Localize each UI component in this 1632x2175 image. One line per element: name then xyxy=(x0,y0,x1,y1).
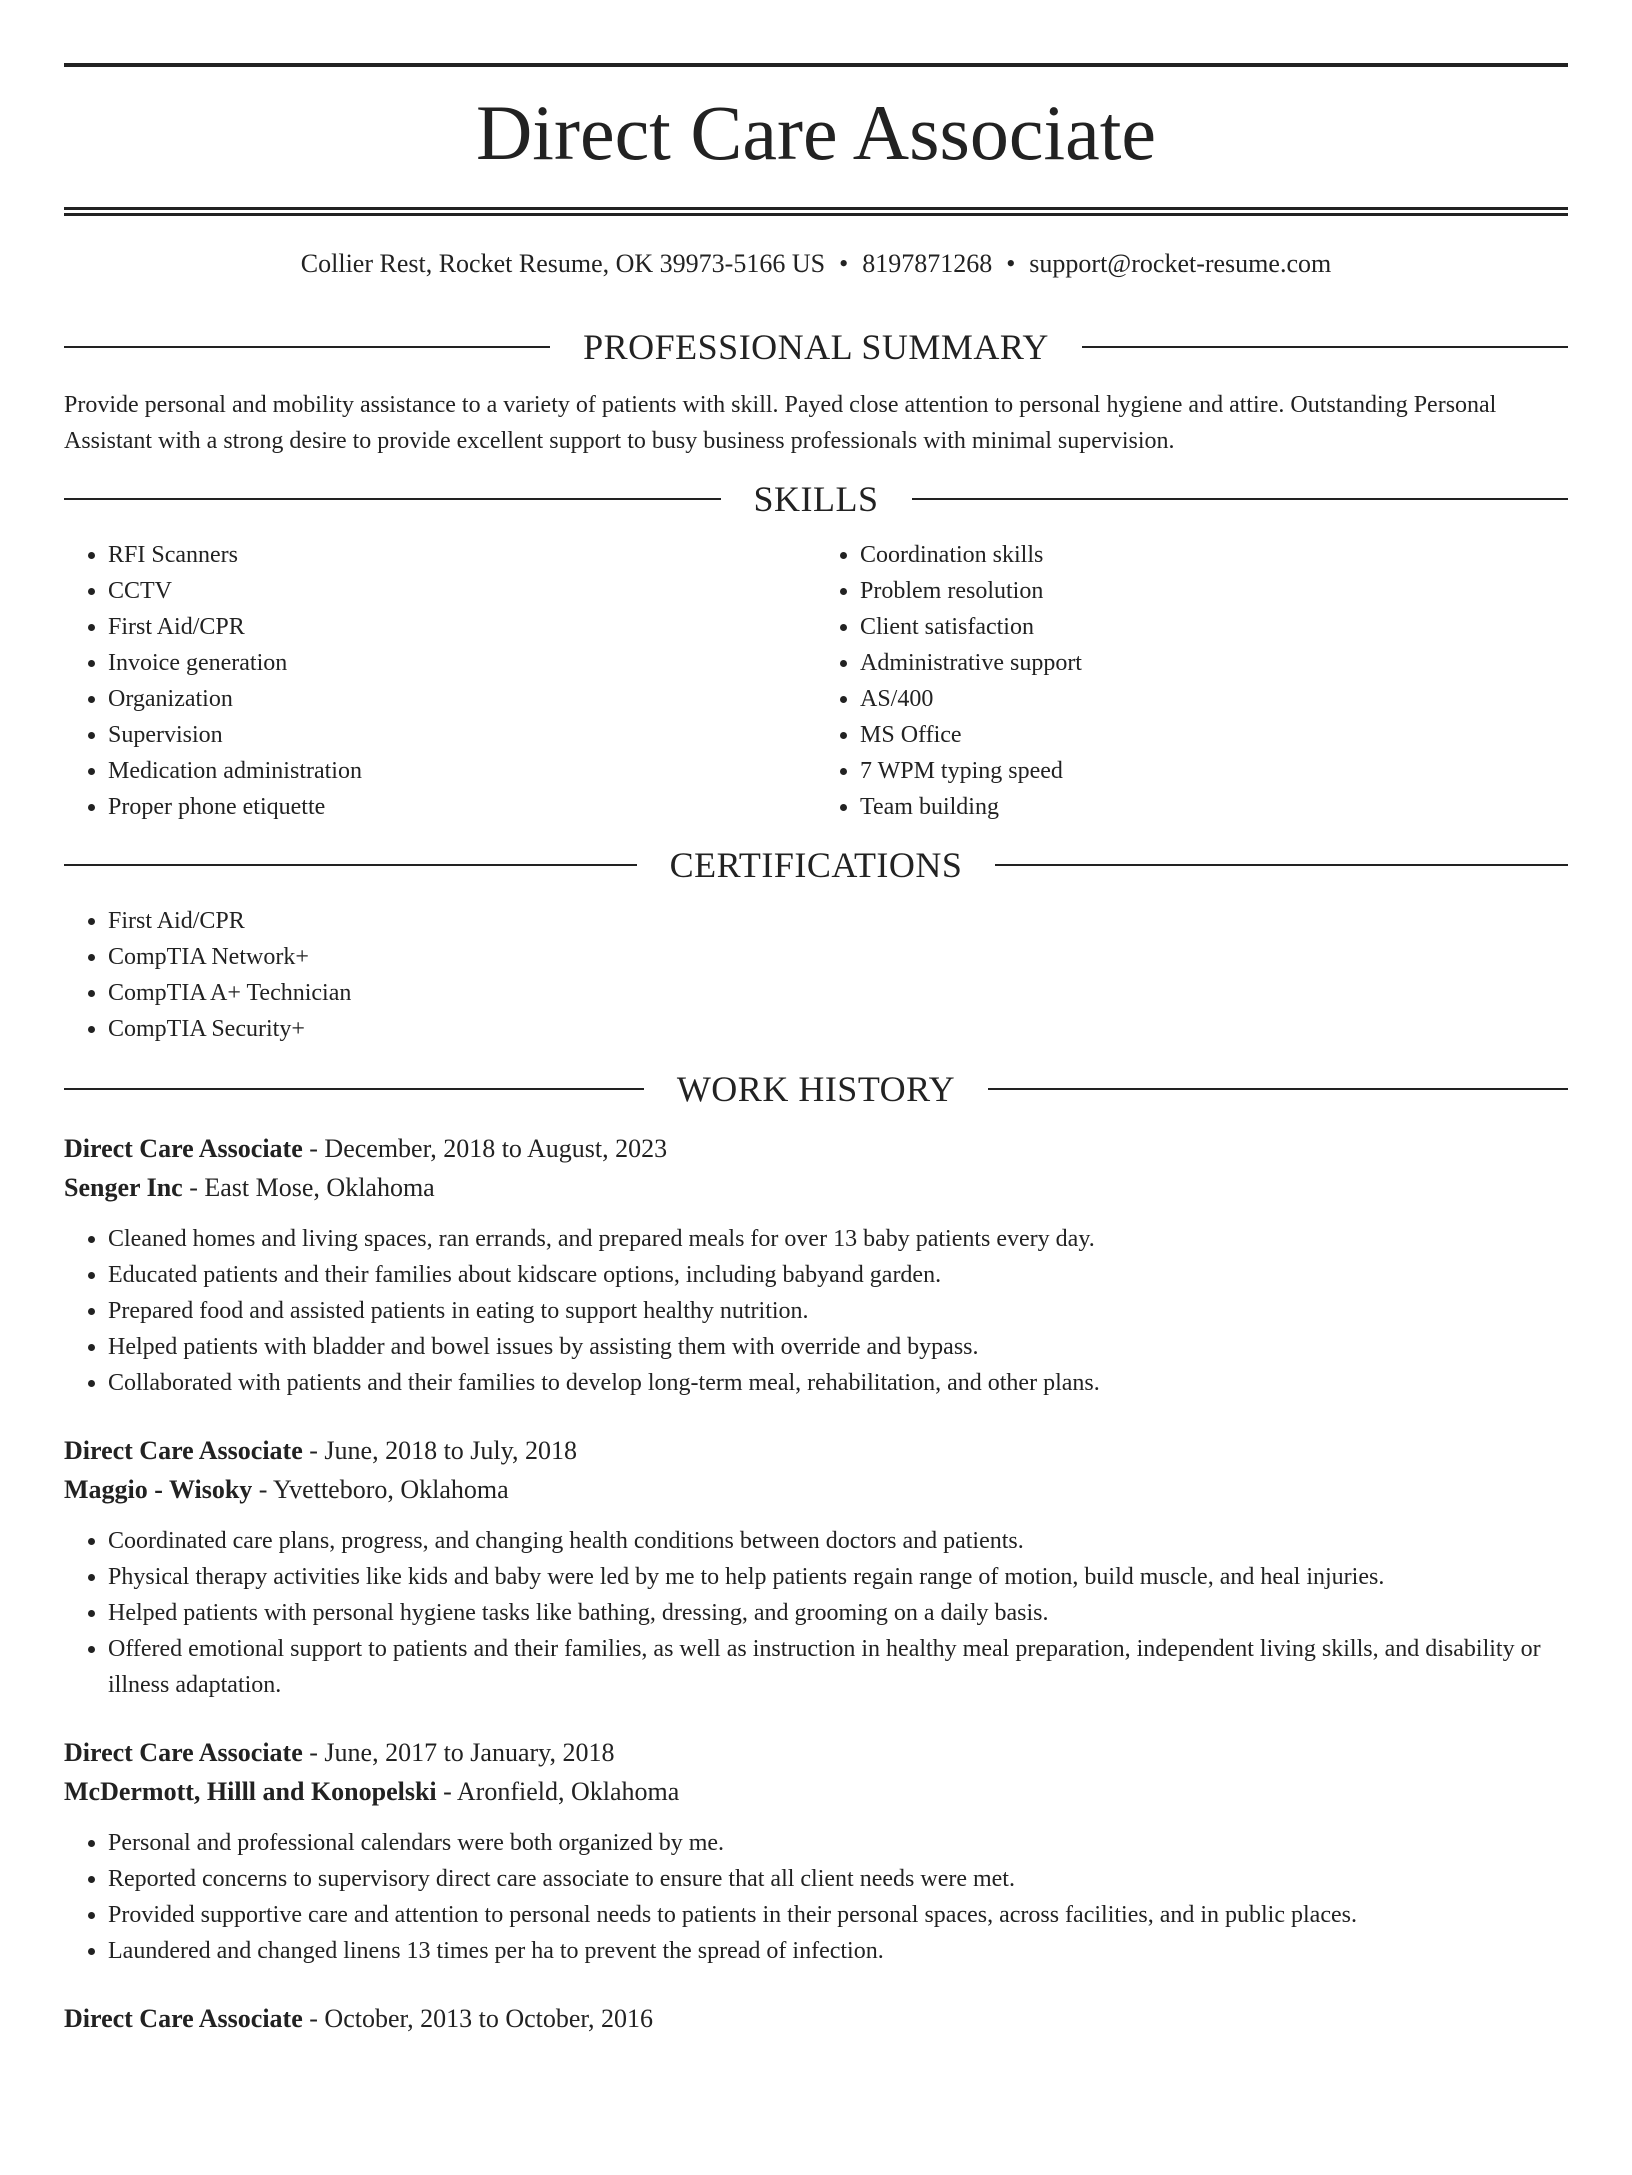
job-company: Senger Inc xyxy=(64,1173,183,1202)
job-title: Direct Care Associate xyxy=(64,1436,303,1465)
double-rule xyxy=(64,207,1568,216)
job-bullet: • Personal and professional calendars were both organized by me. xyxy=(108,1825,1568,1861)
section-title: SKILLS xyxy=(753,479,879,519)
job-bullets xyxy=(64,1221,1568,1401)
job-dates: December, 2018 to August, 2023 xyxy=(324,1134,668,1163)
job-company: McDermott, Hilll and Konopelski xyxy=(64,1777,437,1806)
job-bullet: • Prepared food and assisted patients in eating to support healthy nutrition. xyxy=(108,1293,1568,1329)
job-bullet: • Helped patients with personal hygiene tasks like bathing, dressing, and grooming on a daily basis. xyxy=(108,1595,1568,1631)
job-title: Direct Care Associate xyxy=(64,1134,303,1163)
job-title-line: Direct Care Associate - December, 2018 to August, 2023 xyxy=(64,1134,668,1163)
job-bullet: • Cleaned homes and living spaces, ran errands, and prepared meals for over 13 baby patients every day. xyxy=(108,1221,1568,1257)
job-bullet: • Collaborated with patients and their families to develop long-term meal, rehabilitation, and other plans. xyxy=(108,1365,1568,1401)
skill-item: • RFI Scanners xyxy=(108,537,816,573)
contact-address: Collier Rest, Rocket Resume, OK 39973-5166 US xyxy=(300,249,826,278)
skill-item: • Problem resolution xyxy=(860,573,1568,609)
job-bullet: • Laundered and changed linens 13 times per ha to prevent the spread of infection. xyxy=(108,1933,1568,1969)
resume-page xyxy=(0,63,1632,2175)
skill-item: • Team building xyxy=(860,789,1568,825)
heading-rule xyxy=(64,864,637,866)
certification-item: • CompTIA Security+ xyxy=(108,1011,1568,1047)
skill-item: • Supervision xyxy=(108,717,816,753)
skills-list xyxy=(64,537,1568,825)
job-bullet: • Coordinated care plans, progress, and changing health conditions between doctors and patients. xyxy=(108,1523,1568,1559)
job-location: East Mose, Oklahoma xyxy=(204,1173,435,1202)
section-heading-summary xyxy=(64,327,1568,367)
skill-item: • Medication administration xyxy=(108,753,816,789)
section-title: CERTIFICATIONS xyxy=(669,845,963,885)
contact-email: support@rocket-resume.com xyxy=(1029,249,1332,278)
heading-rule xyxy=(988,1088,1568,1090)
heading-rule xyxy=(995,864,1568,866)
job-dates: June, 2018 to July, 2018 xyxy=(324,1436,577,1465)
job-company-line: Senger Inc - East Mose, Oklahoma xyxy=(64,1173,435,1202)
resume-name: Direct Care Associate xyxy=(475,89,1157,176)
job-entry xyxy=(64,1431,1568,1703)
section-heading-skills xyxy=(64,479,1568,519)
certification-item: • CompTIA A+ Technician xyxy=(108,975,1568,1011)
heading-rule xyxy=(64,1088,644,1090)
heading-rule xyxy=(64,498,721,500)
skill-item: • 7 WPM typing speed xyxy=(860,753,1568,789)
job-title: Direct Care Associate xyxy=(64,2004,303,2033)
job-dates: October, 2013 to October, 2016 xyxy=(324,2004,654,2033)
summary-text: Provide personal and mobility assistance to a variety of patients with skill. Payed close attention to personal hygiene and attire. Outstanding Personal Assistant with a strong desire to provide excellent support to busy business professionals with minimal supervision. xyxy=(64,392,1497,454)
job-company-line: Maggio - Wisoky - Yvetteboro, Oklahoma xyxy=(64,1475,509,1504)
job-entry xyxy=(64,1733,1568,1969)
contact-separator: • xyxy=(1006,249,1016,278)
skill-item: • CCTV xyxy=(108,573,816,609)
skill-item: • Organization xyxy=(108,681,816,717)
job-bullets xyxy=(64,1523,1568,1703)
job-bullet: • Physical therapy activities like kids and baby were led by me to help patients regain range of motion, build muscle, and heal injuries. xyxy=(108,1559,1568,1595)
job-bullet: • Educated patients and their families about kidscare options, including babyand garden. xyxy=(108,1257,1568,1293)
skill-item: • Proper phone etiquette xyxy=(108,789,816,825)
section-title: PROFESSIONAL SUMMARY xyxy=(583,327,1049,367)
section-heading-work-history xyxy=(64,1069,1568,1109)
skill-item: • AS/400 xyxy=(860,681,1568,717)
skill-item: • Coordination skills xyxy=(860,537,1568,573)
job-location: Yvetteboro, Oklahoma xyxy=(273,1475,509,1504)
heading-rule xyxy=(912,498,1569,500)
contact-separator: • xyxy=(839,249,849,278)
heading-rule xyxy=(64,346,550,348)
job-entry xyxy=(64,1999,1568,2038)
section-title: WORK HISTORY xyxy=(676,1069,956,1109)
certification-item: • First Aid/CPR xyxy=(108,903,1568,939)
section-heading-certifications xyxy=(64,845,1568,885)
job-title: Direct Care Associate xyxy=(64,1738,303,1767)
skill-item: • MS Office xyxy=(860,717,1568,753)
job-title-line: Direct Care Associate - June, 2017 to January, 2018 xyxy=(64,1738,615,1767)
skill-item: • Administrative support xyxy=(860,645,1568,681)
skill-item: • First Aid/CPR xyxy=(108,609,816,645)
top-rule xyxy=(64,63,1568,67)
skills-column-left xyxy=(64,537,816,825)
heading-rule xyxy=(1082,346,1568,348)
job-bullet: • Helped patients with bladder and bowel issues by assisting them with override and bypass. xyxy=(108,1329,1568,1365)
job-bullet: • Reported concerns to supervisory direct care associate to ensure that all client needs were met. xyxy=(108,1861,1568,1897)
job-bullets xyxy=(64,1825,1568,1969)
contact-line xyxy=(64,249,1568,279)
skills-column-right xyxy=(816,537,1568,825)
skill-item: • Invoice generation xyxy=(108,645,816,681)
job-location: Aronfield, Oklahoma xyxy=(456,1777,680,1806)
skill-item: • Client satisfaction xyxy=(860,609,1568,645)
job-title-line: Direct Care Associate - June, 2018 to July, 2018 xyxy=(64,1436,577,1465)
job-bullet: • Provided supportive care and attention to personal needs to patients in their personal spaces, across facilities, and in public places. xyxy=(108,1897,1568,1933)
job-company: Maggio - Wisoky xyxy=(64,1475,253,1504)
certifications-list xyxy=(64,903,1568,1047)
contact-phone: 8197871268 xyxy=(862,249,993,278)
job-title-line: Direct Care Associate - October, 2013 to October, 2016 xyxy=(64,2004,654,2033)
job-entry xyxy=(64,1129,1568,1401)
job-dates: June, 2017 to January, 2018 xyxy=(324,1738,615,1767)
job-company-line: McDermott, Hilll and Konopelski - Aronfield, Oklahoma xyxy=(64,1777,680,1806)
job-bullet: • Offered emotional support to patients and their families, as well as instruction in healthy meal preparation, independent living skills, and disability or illness adaptation. xyxy=(108,1631,1568,1703)
certification-item: • CompTIA Network+ xyxy=(108,939,1568,975)
